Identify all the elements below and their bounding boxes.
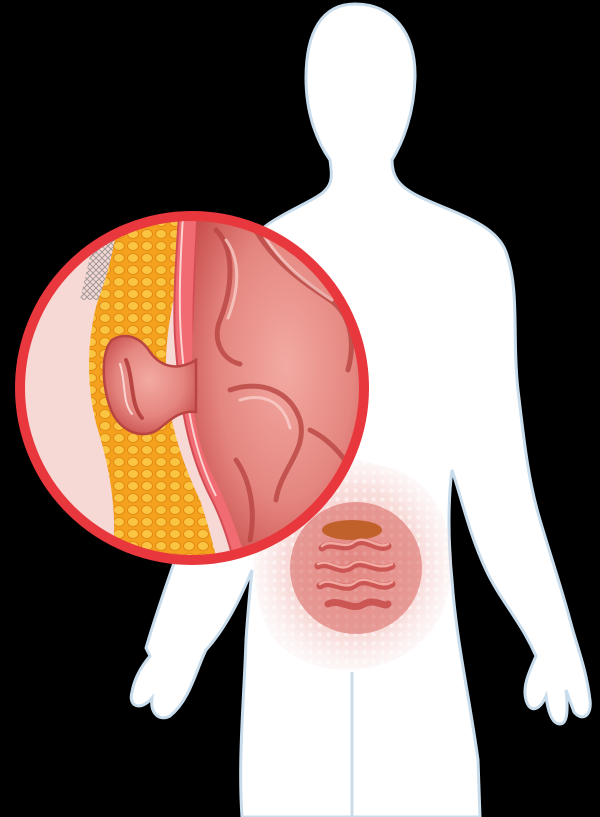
colon-segment [322,520,382,540]
